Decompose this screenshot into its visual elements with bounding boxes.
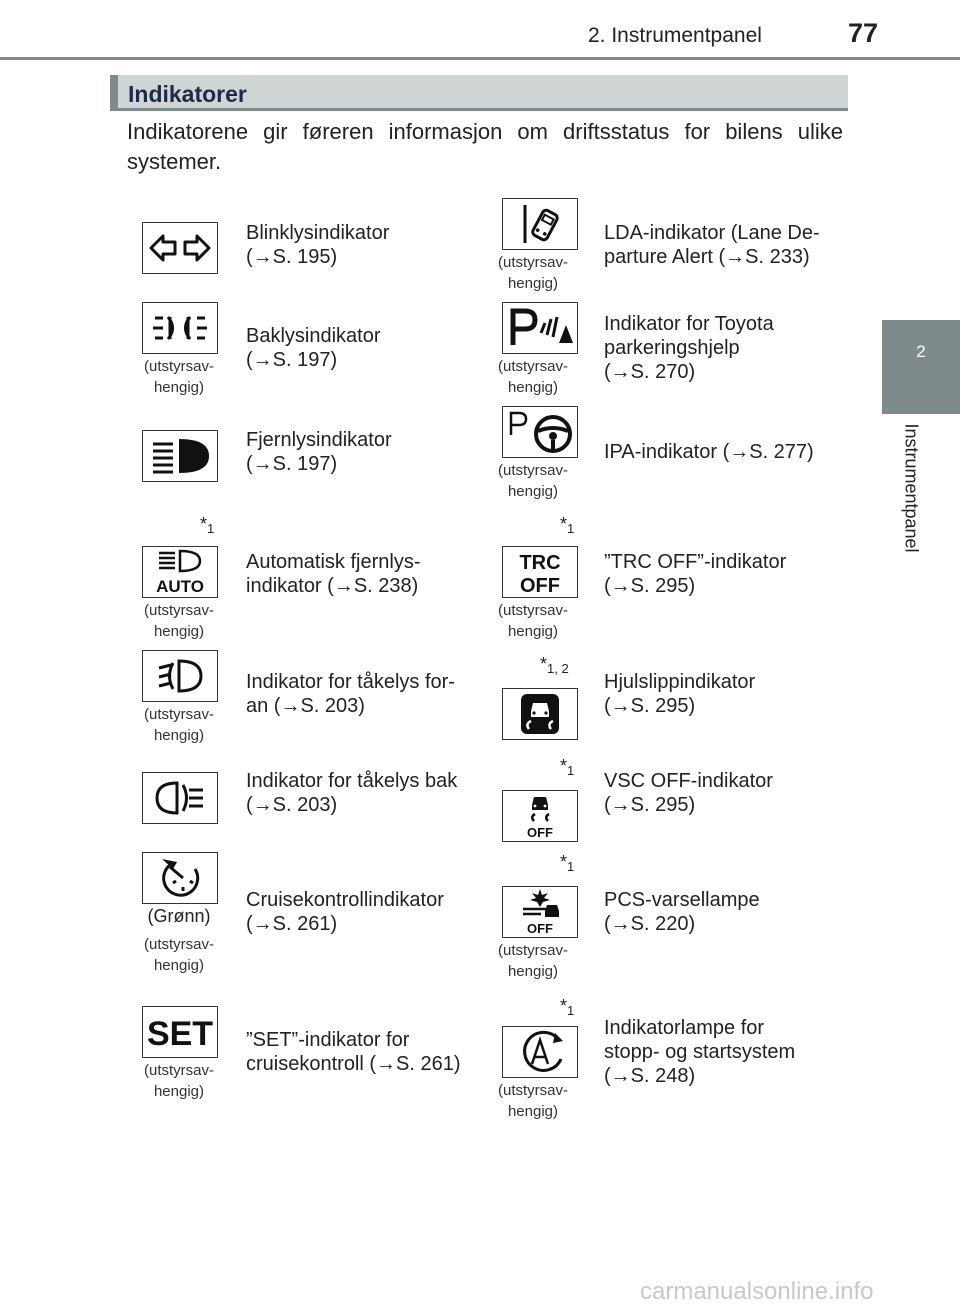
green-note: (Grønn) — [147, 906, 211, 926]
cruise-control-icon — [142, 852, 218, 904]
optional-note-r0: (utstyrsav- hengig) — [497, 254, 568, 292]
front-fog-icon — [142, 650, 218, 702]
trc-label: TRC — [519, 552, 561, 574]
chapter-label-text: Instrumentpanel — [901, 423, 922, 553]
auto-label: AUTO — [156, 577, 204, 596]
pcs-warning-icon — [502, 886, 578, 938]
rear-fog-icon — [142, 772, 218, 824]
stop-start-icon — [502, 1026, 578, 1078]
optional-note-l3: (utstyrsav- hengig) — [143, 602, 214, 640]
slip-indicator-icon — [502, 688, 578, 740]
left-desc-2: Fjernlysindikator (→S. 197) — [246, 429, 392, 475]
right-desc-6: PCS-varsellampe (→S. 220) — [604, 889, 760, 935]
pcs-off-label: OFF — [527, 921, 553, 936]
footnote-marker-r4: $*_{1, 2}$ — [540, 654, 569, 676]
optional-note-r3: (utstyrsav- hengig) — [497, 602, 568, 640]
optional-note-r6: (utstyrsav- hengig) — [497, 942, 568, 980]
left-desc-5: Indikator for tåkelys bak (→S. 203) — [246, 770, 458, 816]
optional-note-l1: (utstyrsav- hengig) — [143, 358, 214, 396]
running-header: 2. Instrumentpanel — [588, 24, 762, 47]
left-desc-3: Automatisk fjernlys- indikator (→S. 238) — [246, 551, 421, 597]
left-desc-0: Blinklysindikator (→S. 195) — [246, 222, 390, 268]
chapter-label — [887, 408, 933, 568]
left-desc-6: Cruisekontrollindikator (→S. 261) — [246, 889, 444, 935]
optional-note-l4: (utstyrsav- hengig) — [143, 706, 214, 744]
footnote-marker-r3: $*_1$ — [560, 514, 575, 536]
footnote-marker-r6: $*_1$ — [560, 852, 575, 874]
right-desc-7: Indikatorlampe for stopp- og startsystem (→S. 248) — [604, 1017, 796, 1087]
left-desc-1: Baklysindikator (→S. 197) — [246, 325, 381, 371]
vsc-off-icon — [502, 790, 578, 842]
optional-note-r2: (utstyrsav- hengig) — [497, 462, 568, 500]
lda-icon — [502, 198, 578, 250]
section-heading-bar — [110, 75, 848, 111]
left-desc-4: Indikator for tåkelys for- an (→S. 203) — [246, 671, 455, 717]
chapter-tab[interactable] — [882, 320, 960, 414]
optional-note-r7: (utstyrsav- hengig) — [497, 1082, 568, 1120]
set-label: SET — [146, 1015, 214, 1053]
vsc-off-label: OFF — [527, 825, 553, 840]
tail-light-icon — [142, 302, 218, 354]
set-indicator-icon — [142, 1006, 218, 1058]
ipa-icon — [502, 406, 578, 458]
footnote-marker-l3: $*_1$ — [200, 514, 215, 536]
section-title: Indikatorer — [128, 81, 247, 107]
trc-off-label: OFF — [520, 575, 560, 597]
trc-off-icon — [502, 546, 578, 598]
header-rule — [0, 57, 960, 60]
turn-signal-icon — [142, 222, 218, 274]
page-number: 77 — [848, 18, 879, 48]
right-desc-1: Indikator for Toyota parkeringshjelp (→S. 270) — [604, 313, 774, 383]
right-desc-4: Hjulslippindikator (→S. 295) — [604, 671, 756, 717]
intro-paragraph: Indikatorene gir føreren informasjon om driftsstatus for bilens ulike systemer. — [127, 119, 843, 174]
parking-assist-icon — [502, 302, 578, 354]
watermark: carmanualsonline.info — [640, 1278, 874, 1305]
right-desc-3: ”TRC OFF”-indikator (→S. 295) — [604, 551, 787, 597]
section-bar-underline — [118, 108, 848, 111]
footnote-marker-r7: $*_1$ — [560, 996, 575, 1018]
chapter-number: 2 — [916, 342, 926, 361]
left-desc-7: ”SET”-indikator for cruisekontroll (→S. 261) — [246, 1029, 461, 1075]
optional-note-r1: (utstyrsav- hengig) — [497, 358, 568, 396]
footnote-marker-r5: $*_1$ — [560, 756, 575, 778]
right-desc-2: IPA-indikator (→S. 277) — [604, 441, 814, 463]
right-desc-5: VSC OFF-indikator (→S. 295) — [604, 770, 773, 816]
optional-note-l6: (utstyrsav- hengig) — [143, 936, 214, 974]
high-beam-icon — [142, 430, 218, 482]
section-bar-accent — [110, 75, 118, 111]
optional-note-l7: (utstyrsav- hengig) — [143, 1062, 214, 1100]
right-desc-0: LDA-indikator (Lane De- parture Alert (→S. 233) — [604, 222, 820, 268]
auto-high-beam-icon — [142, 546, 218, 598]
